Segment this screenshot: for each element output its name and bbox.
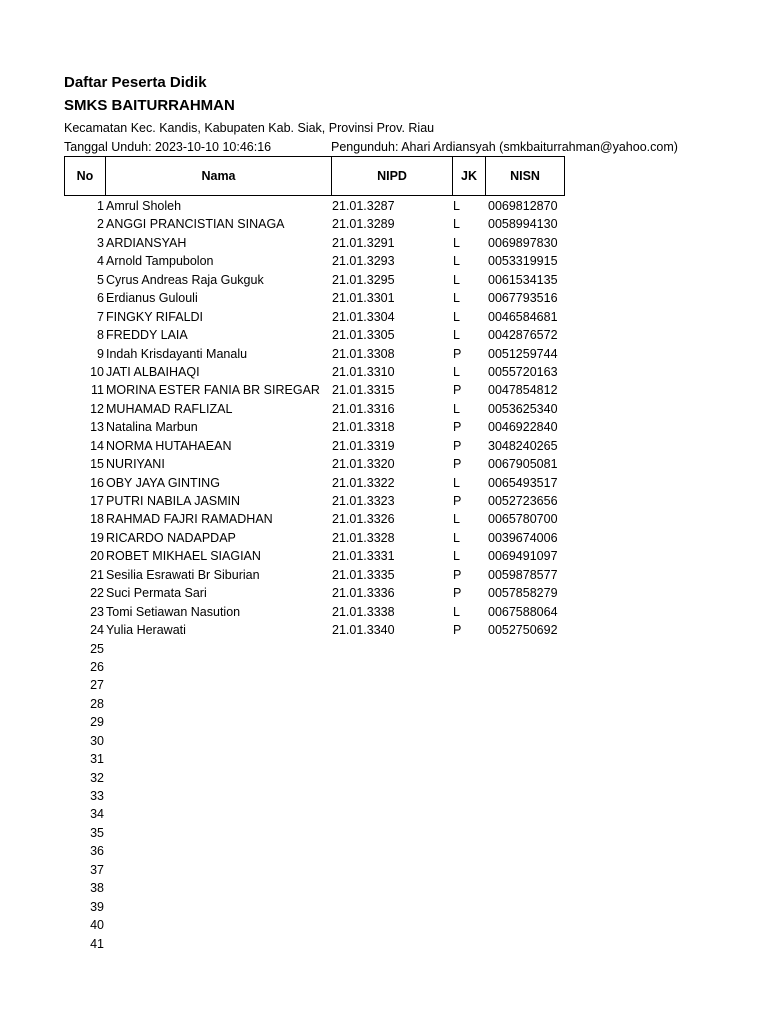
cell-nisn: 0053319915 <box>488 254 558 269</box>
table-row <box>0 345 768 363</box>
table-row <box>0 713 768 731</box>
table-row <box>0 787 768 805</box>
cell-no: 7 <box>97 309 104 324</box>
cell-nama: ANGGI PRANCISTIAN SINAGA <box>106 217 285 232</box>
cell-no: 28 <box>90 696 104 711</box>
table-row <box>0 474 768 492</box>
cell-nama: FINGKY RIFALDI <box>106 309 204 324</box>
cell-nipd: 21.01.3305 <box>332 328 395 343</box>
cell-jk: L <box>453 254 460 269</box>
cell-nipd: 21.01.3289 <box>332 217 395 232</box>
cell-nisn: 0065493517 <box>488 475 558 490</box>
cell-nama: Tomi Setiawan Nasution <box>106 604 241 619</box>
cell-no: 31 <box>90 752 104 767</box>
table-row <box>0 381 768 399</box>
table-row <box>0 197 768 215</box>
table-row <box>0 769 768 787</box>
cell-nama: MUHAMAD RAFLIZAL <box>106 401 233 416</box>
cell-jk: L <box>453 512 460 527</box>
cell-jk: L <box>453 199 460 213</box>
table-row <box>0 252 768 270</box>
column-header-nipd: NIPD <box>331 156 453 196</box>
table-row <box>0 658 768 676</box>
cell-no: 18 <box>90 512 104 527</box>
table-row <box>0 676 768 694</box>
cell-nipd: 21.01.3340 <box>332 623 395 638</box>
table-row <box>0 566 768 584</box>
cell-nipd: 21.01.3331 <box>332 549 395 564</box>
cell-jk: L <box>453 604 460 619</box>
cell-nipd: 21.01.3319 <box>332 438 395 453</box>
cell-no: 2 <box>97 217 104 232</box>
table-row <box>0 640 768 658</box>
cell-jk: P <box>453 494 462 508</box>
table-row <box>0 418 768 436</box>
cell-nipd: 21.01.3293 <box>332 254 395 269</box>
cell-nisn: 0051259744 <box>488 346 558 361</box>
table-row <box>0 879 768 897</box>
student-table-body <box>0 197 768 953</box>
cell-nisn: 0067588064 <box>488 604 558 619</box>
column-header-no: No <box>64 156 106 196</box>
cell-no: 33 <box>90 789 104 803</box>
cell-nisn: 0059878577 <box>488 567 558 582</box>
table-row <box>0 492 768 510</box>
cell-nama: Arnold Tampubolon <box>106 254 214 269</box>
table-row <box>0 824 768 842</box>
cell-no: 27 <box>90 678 104 693</box>
table-row <box>0 234 768 252</box>
cell-nipd: 21.01.3323 <box>332 494 395 508</box>
table-row <box>0 695 768 713</box>
cell-nipd: 21.01.3310 <box>332 364 395 379</box>
cell-nisn: 0069812870 <box>488 199 558 213</box>
cell-nama: PUTRI NABILA JASMIN <box>106 494 241 508</box>
download-date: Tanggal Unduh: 2023-10-10 10:46:16 <box>64 140 272 154</box>
table-row <box>0 308 768 326</box>
table-row <box>0 510 768 528</box>
table-row <box>0 916 768 934</box>
cell-nama: RICARDO NADAPDAP <box>106 530 236 545</box>
table-row <box>0 326 768 344</box>
table-row <box>0 363 768 381</box>
cell-nipd: 21.01.3326 <box>332 512 395 527</box>
cell-nisn: 0052750692 <box>488 623 558 638</box>
location-line: Kecamatan Kec. Kandis, Kabupaten Kab. Siak, Provinsi Prov. Riau <box>64 121 435 135</box>
cell-nama: Indah Krisdayanti Manalu <box>106 346 248 361</box>
table-row <box>0 547 768 565</box>
cell-jk: P <box>453 420 462 435</box>
cell-no: 20 <box>90 549 104 564</box>
cell-no: 5 <box>97 272 104 287</box>
cell-nama: Natalina Marbun <box>106 420 198 435</box>
cell-nisn: 3048240265 <box>488 438 558 453</box>
cell-nisn: 0067793516 <box>488 291 558 306</box>
cell-no: 3 <box>97 235 104 250</box>
cell-no: 21 <box>90 567 104 582</box>
table-row <box>0 455 768 473</box>
cell-nisn: 0039674006 <box>488 530 558 545</box>
cell-no: 40 <box>90 918 104 933</box>
cell-nama: Suci Permata Sari <box>106 586 207 601</box>
cell-nisn: 0055720163 <box>488 364 558 379</box>
cell-nisn: 0047854812 <box>488 383 558 398</box>
table-row <box>0 898 768 916</box>
cell-no: 19 <box>90 530 104 545</box>
cell-nipd: 21.01.3295 <box>332 272 395 287</box>
cell-nipd: 21.01.3335 <box>332 567 395 582</box>
cell-jk: L <box>453 309 460 324</box>
cell-nipd: 21.01.3322 <box>332 475 395 490</box>
table-row <box>0 732 768 750</box>
cell-no: 35 <box>90 825 104 840</box>
cell-no: 14 <box>90 438 104 453</box>
cell-nisn: 0069897830 <box>488 235 558 250</box>
table-row <box>0 861 768 879</box>
table-row <box>0 437 768 455</box>
cell-no: 30 <box>90 733 104 748</box>
cell-nipd: 21.01.3336 <box>332 586 395 601</box>
table-row <box>0 621 768 639</box>
cell-nisn: 0065780700 <box>488 512 558 527</box>
cell-nisn: 0053625340 <box>488 401 558 416</box>
cell-no: 11 <box>91 383 104 398</box>
table-row <box>0 289 768 307</box>
cell-nama: Sesilia Esrawati Br Siburian <box>106 567 260 582</box>
cell-nisn: 0058994130 <box>488 217 558 232</box>
cell-no: 36 <box>90 844 104 859</box>
cell-nisn: 0067905081 <box>488 457 558 472</box>
cell-nama: ROBET MIKHAEL SIAGIAN <box>106 549 261 564</box>
cell-nama: Amrul Sholeh <box>106 199 182 213</box>
cell-nisn: 0042876572 <box>488 328 558 343</box>
cell-nipd: 21.01.3318 <box>332 420 395 435</box>
downloader-info: Pengunduh: Ahari Ardiansyah (smkbaiturrahman@yahoo.com) <box>331 140 678 154</box>
table-row <box>0 215 768 233</box>
cell-jk: P <box>453 586 462 601</box>
school-name: SMKS BAITURRAHMAN <box>64 97 235 114</box>
cell-no: 8 <box>97 328 104 343</box>
cell-nipd: 21.01.3315 <box>332 383 395 398</box>
cell-nisn: 0057858279 <box>488 586 558 601</box>
cell-jk: L <box>453 291 460 306</box>
table-row <box>0 584 768 602</box>
table-row <box>0 842 768 860</box>
cell-jk: P <box>453 383 462 398</box>
cell-nama: NURIYANI <box>106 457 165 472</box>
cell-jk: L <box>453 364 460 379</box>
cell-jk: P <box>453 346 462 361</box>
column-header-nisn: NISN <box>485 156 565 196</box>
table-row <box>0 529 768 547</box>
cell-jk: L <box>453 549 460 564</box>
cell-jk: P <box>453 457 462 472</box>
cell-no: 13 <box>90 420 104 435</box>
cell-nama: FREDDY LAIA <box>106 328 188 343</box>
table-row <box>0 271 768 289</box>
cell-no: 26 <box>90 659 104 674</box>
cell-nama: NORMA HUTAHAEAN <box>106 438 232 453</box>
cell-nipd: 21.01.3316 <box>332 401 395 416</box>
cell-no: 9 <box>97 346 104 361</box>
cell-nipd: 21.01.3301 <box>332 291 395 306</box>
cell-jk: P <box>453 567 462 582</box>
cell-no: 32 <box>90 770 104 785</box>
cell-no: 15 <box>90 457 104 472</box>
cell-nipd: 21.01.3320 <box>332 457 395 472</box>
table-row <box>0 750 768 768</box>
cell-jk: L <box>453 475 460 490</box>
cell-jk: L <box>453 217 460 232</box>
cell-nama: Cyrus Andreas Raja Gukguk <box>106 272 264 287</box>
column-header-nama: Nama <box>105 156 332 196</box>
cell-nama: JATI ALBAIHAQI <box>106 364 200 379</box>
cell-jk: P <box>453 623 462 638</box>
cell-no: 34 <box>90 807 104 822</box>
cell-jk: L <box>453 401 460 416</box>
cell-nama: ARDIANSYAH <box>106 235 187 250</box>
cell-nisn: 0061534135 <box>488 272 558 287</box>
cell-nipd: 21.01.3328 <box>332 530 395 545</box>
cell-nama: RAHMAD FAJRI RAMADHAN <box>106 512 273 527</box>
column-header-jk: JK <box>452 156 486 196</box>
cell-nama: Erdianus Gulouli <box>106 291 198 306</box>
cell-no: 24 <box>90 623 104 638</box>
cell-no: 23 <box>90 604 104 619</box>
table-row <box>0 603 768 621</box>
cell-jk: L <box>453 235 460 250</box>
cell-no: 4 <box>97 254 104 269</box>
cell-no: 16 <box>90 475 104 490</box>
cell-no: 17 <box>90 494 104 508</box>
cell-nipd: 21.01.3291 <box>332 235 395 250</box>
cell-nipd: 21.01.3287 <box>332 199 395 213</box>
cell-no: 1 <box>97 199 104 213</box>
document-title: Daftar Peserta Didik <box>64 74 207 91</box>
cell-nisn: 0069491097 <box>488 549 558 564</box>
cell-no: 38 <box>90 881 104 896</box>
cell-jk: L <box>453 272 460 287</box>
cell-nisn: 0046584681 <box>488 309 558 324</box>
cell-nipd: 21.01.3308 <box>332 346 395 361</box>
table-row <box>0 935 768 953</box>
cell-no: 6 <box>97 291 104 306</box>
cell-no: 25 <box>90 641 104 656</box>
cell-nama: Yulia Herawati <box>106 623 186 638</box>
cell-jk: P <box>453 438 462 453</box>
cell-no: 10 <box>90 364 104 379</box>
cell-no: 29 <box>90 715 104 730</box>
cell-no: 22 <box>90 586 104 601</box>
cell-no: 39 <box>90 899 104 914</box>
cell-nama: MORINA ESTER FANIA BR SIREGAR <box>106 383 320 398</box>
cell-nipd: 21.01.3304 <box>332 309 395 324</box>
cell-nipd: 21.01.3338 <box>332 604 395 619</box>
cell-nisn: 0046922840 <box>488 420 558 435</box>
table-row <box>0 805 768 823</box>
cell-no: 12 <box>90 401 104 416</box>
cell-nama: OBY JAYA GINTING <box>106 475 220 490</box>
cell-jk: L <box>453 328 460 343</box>
cell-nisn: 0052723656 <box>488 494 558 508</box>
cell-no: 37 <box>90 862 104 877</box>
cell-jk: L <box>453 530 460 545</box>
cell-no: 41 <box>90 936 104 951</box>
table-row <box>0 400 768 418</box>
